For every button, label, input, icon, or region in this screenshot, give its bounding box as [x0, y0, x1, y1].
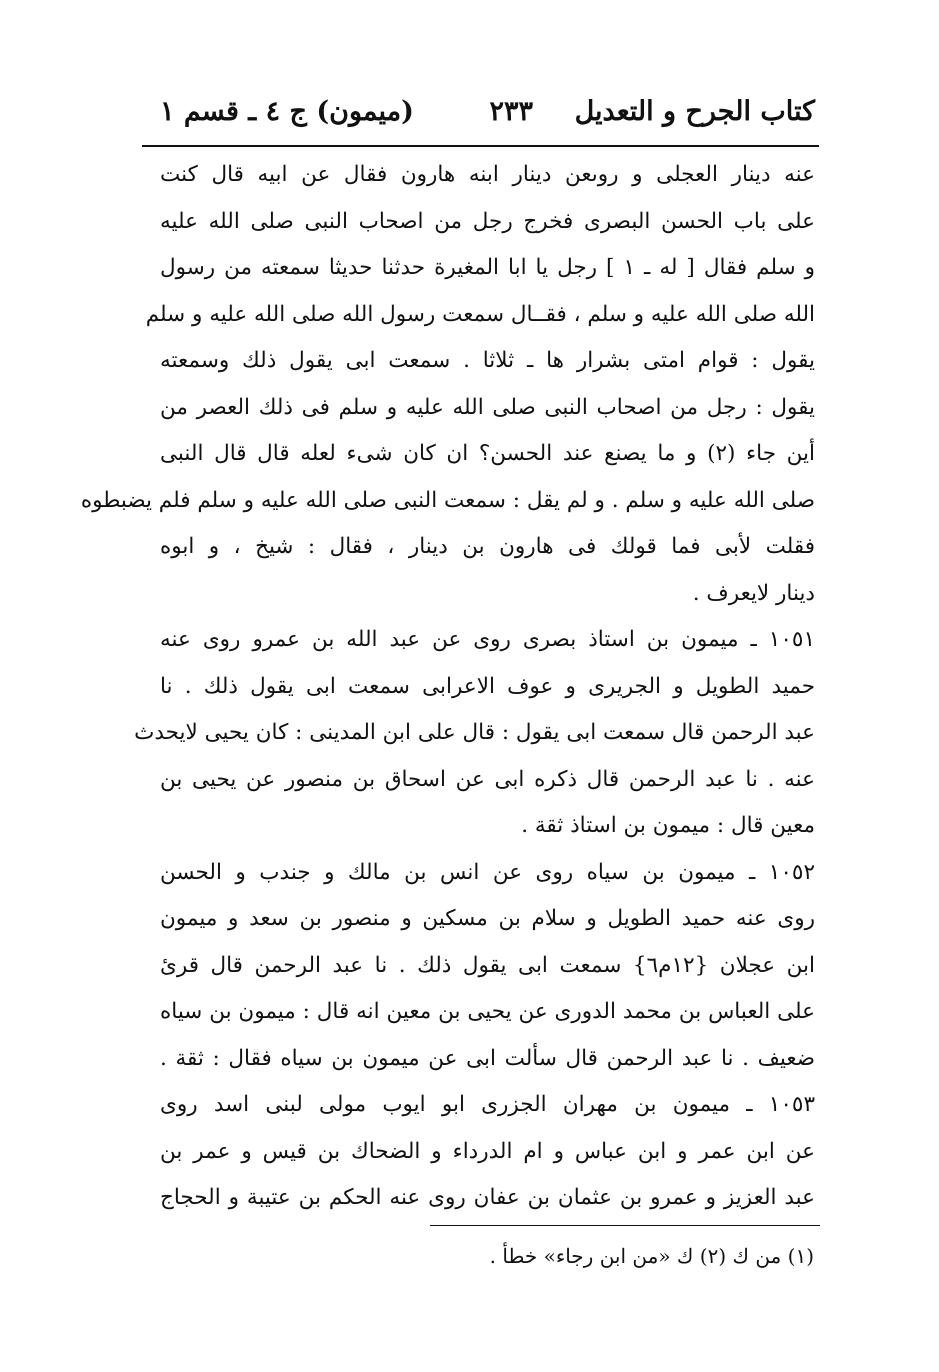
text-line-6: يقول : رجل من اصحاب النبى صلى الله عليه و سلم فى ذلك العصر من — [160, 394, 815, 420]
entry-1053-line-1: ١٠٥٣ ـ ميمون بن مهران الجزرى ابو ايوب مولى لبنى اسد روى — [160, 1092, 815, 1117]
footnote-rule — [430, 1225, 820, 1226]
text-line-17: روى عنه حميد الطويل و سلام بن مسكين و منصور بن سعد و ميمون — [160, 906, 815, 931]
text-line-14: عنه . نا عبد الرحمن قال ذكره ابى عن اسحاق بن منصور عن يحيى بن — [160, 766, 815, 792]
text-line-1: عنه دينار العجلى و روىعن دينار ابنه هارون فقال عن ابيه قال كنت — [160, 162, 815, 187]
footnote: (١) من ك (٢) ك «من ابن رجاء» خطأ . — [489, 1244, 814, 1268]
text-line-19: على العباس بن محمد الدورى عن يحيى بن معين انه قال : ميمون بن سياه — [160, 999, 815, 1024]
text-line-15: معين قال : ميمون بن استاذ ثقة . — [521, 813, 815, 838]
entry-1052-line-1: ١٠٥٢ ـ ميمون بن سياه روى عن انس بن مالك و جندب و الحسن — [160, 859, 815, 885]
header-rule — [142, 145, 819, 147]
text-line-8: صلى الله عليه و سلم . و لم يقل : سمعت النبى صلى الله عليه و سلم فلم يضبطوه — [80, 487, 815, 513]
entry-1051-line-1: ١٠٥١ ـ ميمون بن استاذ بصرى روى عن عبد الله بن عمرو روى عنه — [160, 627, 815, 652]
text-line-5: يقول : قوام امتى بشرار ها ـ ثلاثا . سمعت ابى يقول ذلك وسمعته — [160, 348, 815, 373]
text-line-18: ابن عجلان {١٢م٦} سمعت ابى يقول ذلك . نا عبد الرحمن قال قرئ — [160, 952, 815, 978]
text-line-20: ضعيف . نا عبد الرحمن قال سألت ابى عن ميمون بن سياه فقال : ثقة . — [160, 1045, 815, 1071]
text-line-23: عبد العزيز و عمرو بن عثمان بن عفان روى عنه الحكم بن عتيبة و الحجاج — [160, 1185, 815, 1210]
body-text — [80, 152, 815, 1222]
text-line-7: أين جاء (٢) و ما يصنع عند الحسن؟ ان كان شىء لعله قال قال النبى — [160, 441, 815, 466]
section-label: (ميمون) ج ٤ ـ قسم ١ — [160, 96, 414, 127]
text-line-22: عن ابن عمر و ابن عباس و ام الدرداء و الضحاك بن قيس و عمر بن — [160, 1138, 815, 1164]
text-line-13: عبد الرحمن قال سمعت ابى يقول : قال على ابن المدينى : كان يحيى لايحدث — [134, 720, 815, 745]
text-line-3: و سلم فقال [ له ـ ١ ] رجل يا ابا المغيرة حدثنا حديثا سمعته من رسول — [160, 255, 815, 280]
text-line-9: فقلت لأبى فما قولك فى هارون بن دينار ، فقال : شيخ ، و ابوه — [160, 534, 815, 559]
text-line-10: دينار لايعرف . — [692, 580, 815, 606]
page-header — [160, 88, 815, 138]
text-line-2: على باب الحسن البصرى فخرج رجل من اصحاب النبى صلى الله عليه — [160, 208, 815, 234]
book-title: كتاب الجرح و التعديل — [574, 96, 815, 127]
text-line-12: حميد الطويل و الجريرى و عوف الاعرابى سمعت ابى يقول ذلك . نا — [160, 673, 815, 699]
page-number: ٢٣٣ — [489, 96, 533, 127]
text-line-4: الله صلى الله عليه و سلم ، فقــال سمعت رسول الله صلى الله عليه و سلم — [145, 301, 815, 327]
